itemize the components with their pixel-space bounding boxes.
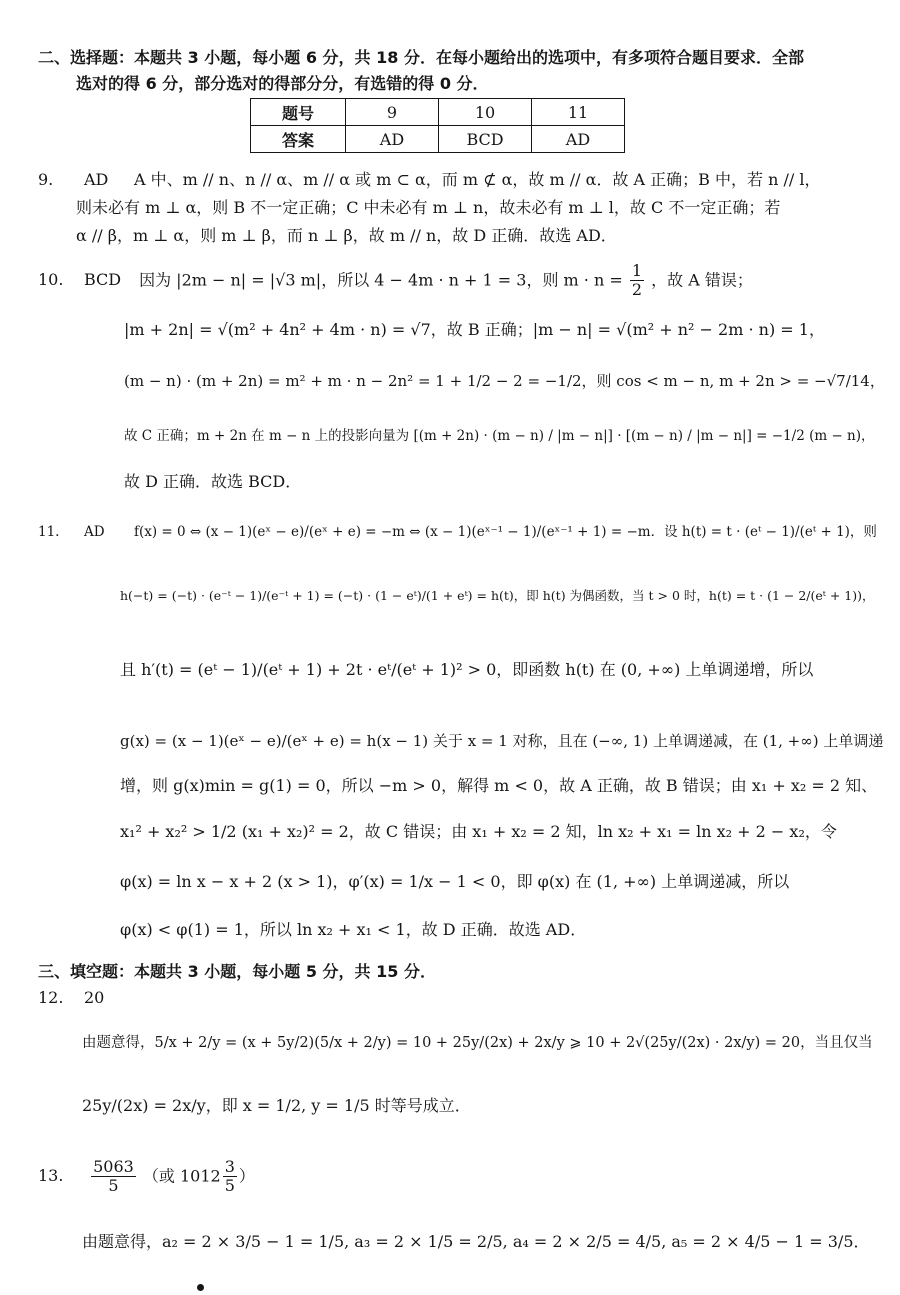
q12-line1: 由题意得，5/x + 2/y = (x + 5y/2)(5/x + 2/y) = 10 + 25y/(2x) + 2x/y ⩾ 10 + 2√(25y/(2x) · 2x/y) = 20，当且仅当 bbox=[82, 1035, 873, 1051]
table-row-answers bbox=[251, 126, 625, 153]
fraction-denominator: 5 bbox=[91, 1176, 136, 1195]
fraction-one-half bbox=[630, 262, 644, 300]
section3-heading: 三、填空题：本题共 3 小题，每小题 5 分，共 15 分． bbox=[38, 962, 436, 981]
q13-alt-fraction bbox=[223, 1158, 237, 1196]
fraction-numerator: 5063 bbox=[93, 1157, 134, 1176]
q11-line3: 且 h′(t) = (eᵗ − 1)/(eᵗ + 1) + 2t · eᵗ/(eᵗ + 1)² > 0，即函数 h(t) 在 (0, +∞) 上单调递增，所以 bbox=[120, 660, 814, 679]
q10-key: BCD bbox=[84, 270, 122, 290]
q13-alt-open: （或 1012 bbox=[142, 1166, 221, 1186]
q11-key: AD bbox=[84, 524, 105, 540]
q10-text-line1a: 因为 |2m − n| = |√3 m|，所以 4 − 4m · n + 1 = 3，则 m · n = bbox=[139, 270, 623, 290]
q11-number: 11. bbox=[38, 524, 60, 540]
q13-answer-line bbox=[38, 1158, 255, 1196]
fraction-numerator: 3 bbox=[224, 1157, 235, 1176]
table-cell-number: 10 bbox=[439, 99, 532, 126]
q9-key: AD bbox=[84, 170, 109, 189]
q10-line2: |m + 2n| = √(m² + 4n² + 4m · n) = √7，故 B 正确；|m − n| = √(m² + n² − 2m · n) = 1， bbox=[124, 320, 825, 339]
q11-line2: h(−t) = (−t) · (e⁻ᵗ − 1)/(e⁻ᵗ + 1) = (−t) · (1 − eᵗ)/(1 + eᵗ) = h(t)，即 h(t) 为偶函数，当 t > 0 时，h(t) = t · (1 − 2/(eᵗ + 1))， bbox=[120, 588, 875, 603]
q10-line1 bbox=[38, 262, 753, 300]
section2-heading-line1: 二、选择题：本题共 3 小题，每小题 6 分，共 18 分．在每小题给出的选项中，有多项符合题目要求．全部 bbox=[38, 48, 804, 67]
q9-line2: 则未必有 m ⊥ α，则 B 不一定正确；C 中未必有 m ⊥ n，故未必有 m ⊥ l，故 C 不一定正确；若 bbox=[76, 198, 781, 217]
q11-line5: 增，则 g(x)min = g(1) = 0，所以 −m > 0，解得 m < 0，故 A 正确，故 B 错误；由 x₁ + x₂ = 2 知、 bbox=[120, 776, 878, 795]
q10-line5: 故 D 正确．故选 BCD． bbox=[124, 472, 302, 491]
q10-line4: 故 C 正确；m + 2n 在 m − n 上的投影向量为 [(m + 2n) · (m − n) / |m − n|] · [(m − n) / |m − n|] = −1/2 (m − n)， bbox=[124, 428, 875, 444]
table-cell-answer: AD bbox=[532, 126, 625, 153]
q13-answer-fraction bbox=[91, 1158, 136, 1196]
q13-number: 13. bbox=[38, 1166, 64, 1186]
q9-line1 bbox=[38, 172, 820, 188]
q9-line3: α // β，m ⊥ α，则 m ⊥ β，而 n ⊥ β，故 m // n，故 D 正确．故选 AD． bbox=[76, 226, 617, 245]
q9-number: 9. bbox=[38, 170, 54, 189]
q12-line2: 25y/(2x) = 2x/y，即 x = 1/2, y = 1/5 时等号成立． bbox=[82, 1096, 471, 1115]
table-answer-label: 答案 bbox=[251, 126, 346, 153]
q12-number: 12. bbox=[38, 988, 64, 1007]
q11-line7: φ(x) = ln x − x + 2 (x > 1)，φ′(x) = 1/x − 1 < 0，即 φ(x) 在 (1, +∞) 上单调递减，所以 bbox=[120, 872, 790, 891]
q10-number: 10. bbox=[38, 270, 64, 290]
ink-dot bbox=[197, 1284, 204, 1291]
fraction-denominator: 5 bbox=[224, 1176, 235, 1196]
q11-text-line1: f(x) = 0 ⇔ (x − 1)(eˣ − e)/(eˣ + e) = −m ⇔ (x − 1)(eˣ⁻¹ − 1)/(eˣ⁻¹ + 1) = −m．设 h(t) = t · (eᵗ − 1)/(eᵗ + 1)，则 bbox=[134, 524, 877, 540]
fraction-denominator: 2 bbox=[631, 280, 643, 300]
table-cell-answer: BCD bbox=[439, 126, 532, 153]
q10-line3: (m − n) · (m + 2n) = m² + m · n − 2n² = 1 + 1/2 − 2 = −1/2，则 cos < m − n, m + 2n > = −√7/14， bbox=[124, 372, 885, 390]
q11-line8: φ(x) < φ(1) = 1，所以 ln x₂ + x₁ < 1，故 D 正确．故选 AD． bbox=[120, 920, 587, 939]
q10-text-line1b: ，故 A 错误； bbox=[651, 270, 753, 290]
section2-heading-line2: 选对的得 6 分，部分选对的得部分分，有选错的得 0 分． bbox=[76, 74, 489, 93]
q11-line4: g(x) = (x − 1)(eˣ − e)/(eˣ + e) = h(x − 1) 关于 x = 1 对称，且在 (−∞, 1) 上单调递减，在 (1, +∞) 上单调递 bbox=[120, 732, 884, 750]
table-row-numbers bbox=[251, 99, 625, 126]
q13-alt-close: ） bbox=[238, 1166, 255, 1186]
q12-answer: 20 bbox=[84, 988, 105, 1007]
table-cell-number: 9 bbox=[346, 99, 439, 126]
table-cell-number: 11 bbox=[532, 99, 625, 126]
q11-line1 bbox=[38, 526, 877, 540]
table-header-label: 题号 bbox=[251, 99, 346, 126]
answer-table bbox=[250, 98, 625, 153]
table-cell-answer: AD bbox=[346, 126, 439, 153]
fraction-numerator: 1 bbox=[631, 261, 643, 280]
q11-line6: x₁² + x₂² > 1/2 (x₁ + x₂)² = 2，故 C 错误；由 x₁ + x₂ = 2 知，ln x₂ + x₁ = ln x₂ + 2 − x₂，令 bbox=[120, 822, 837, 841]
q13-line1: 由题意得，a₂ = 2 × 3/5 − 1 = 1/5, a₃ = 2 × 1/5 = 2/5, a₄ = 2 × 2/5 = 4/5, a₅ = 2 × 4/5 − 1 = 3/5． bbox=[82, 1232, 870, 1251]
q12-answer-line bbox=[38, 990, 104, 1006]
q9-text-line1: A 中、m // n、n // α、m // α 或 m ⊂ α，而 m ⊄ α，故 m // α．故 A 正确；B 中，若 n // l， bbox=[134, 170, 821, 189]
